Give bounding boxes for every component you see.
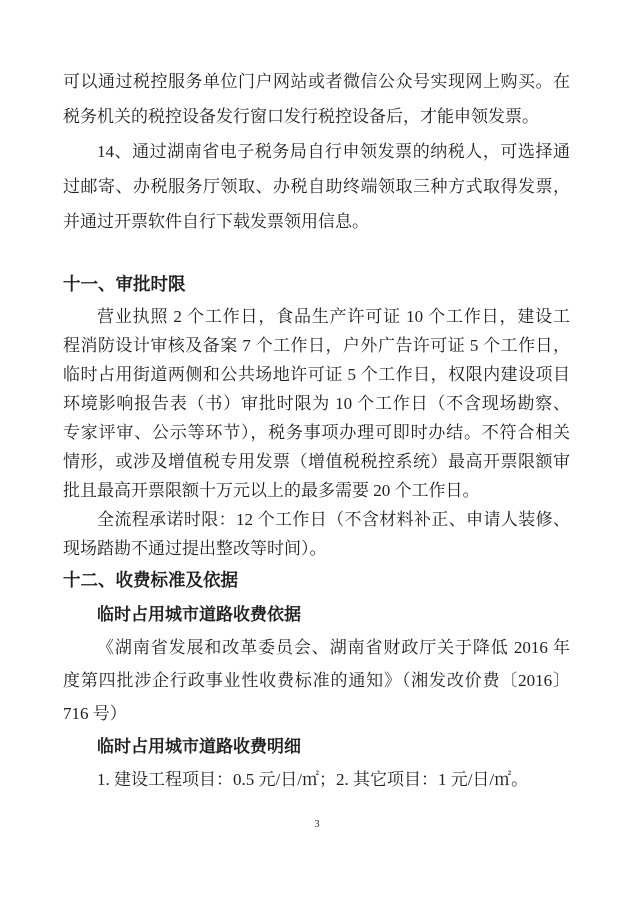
paragraph-line: 程消防设计审核及备案 7 个工作日，户外广告许可证 5 个工作日， (63, 336, 570, 355)
section-heading-fee-standards: 十二、收费标准及依据 (63, 570, 238, 590)
paragraph-line: 情形，或涉及增值税专用发票（增值税税控系统）最高开票限额审 (63, 452, 570, 471)
paragraph-line: 专家评审、公示等环节），税务事项办理可即时办结。不符合相关 (63, 423, 570, 442)
paragraph-line: 过邮寄、办税服务厅领取、办税自助终端领取三种方式取得发票， (63, 177, 570, 196)
paragraph-line: 《湖南省发展和改革委员会、湖南省财政厅关于降低 2016 年 (97, 638, 570, 657)
paragraph-line: 临时占用街道两侧和公共场地许可证 5 个工作日，权限内建设项目 (63, 365, 570, 384)
subheading-road-occupation-fee-detail: 临时占用城市道路收费明细 (97, 737, 301, 756)
paragraph-line: 716 号） (63, 704, 127, 723)
paragraph-line: 全流程承诺时限：12 个工作日（不含材料补正、申请人装修、 (97, 510, 570, 529)
paragraph-line: 环境影响报告表（书）审批时限为 10 个工作日（不含现场勘察、 (63, 394, 570, 413)
paragraph-line: 税务机关的税控设备发行窗口发行税控设备后，才能申领发票。 (63, 107, 539, 126)
paragraph-line: 现场踏勘不通过提出整改等时间）。 (63, 539, 327, 558)
paragraph-line: 批且最高开票限额十万元以上的最多需要 20 个工作日。 (63, 481, 480, 500)
section-heading-approval-time-limit: 十一、审批时限 (63, 274, 186, 294)
paragraph-line: 度第四批涉企行政事业性收费标准的通知》（湘发改价费〔2016〕 (63, 671, 570, 690)
subheading-road-occupation-fee-basis: 临时占用城市道路收费依据 (97, 605, 301, 624)
paragraph-line: 14、通过湖南省电子税务局自行申领发票的纳税人，可选择通 (97, 142, 570, 161)
paragraph-line: 可以通过税控服务单位门户网站或者微信公众号实现网上购买。在 (63, 72, 570, 91)
paragraph-line: 1. 建设工程项目：0.5 元/日/㎡；2. 其它项目：1 元/日/㎡。 (97, 770, 529, 789)
paragraph-line: 营业执照 2 个工作日，食品生产许可证 10 个工作日，建设工 (97, 307, 570, 326)
page-number: 3 (314, 819, 320, 830)
paragraph-line: 并通过开票软件自行下载发票领用信息。 (63, 212, 369, 231)
